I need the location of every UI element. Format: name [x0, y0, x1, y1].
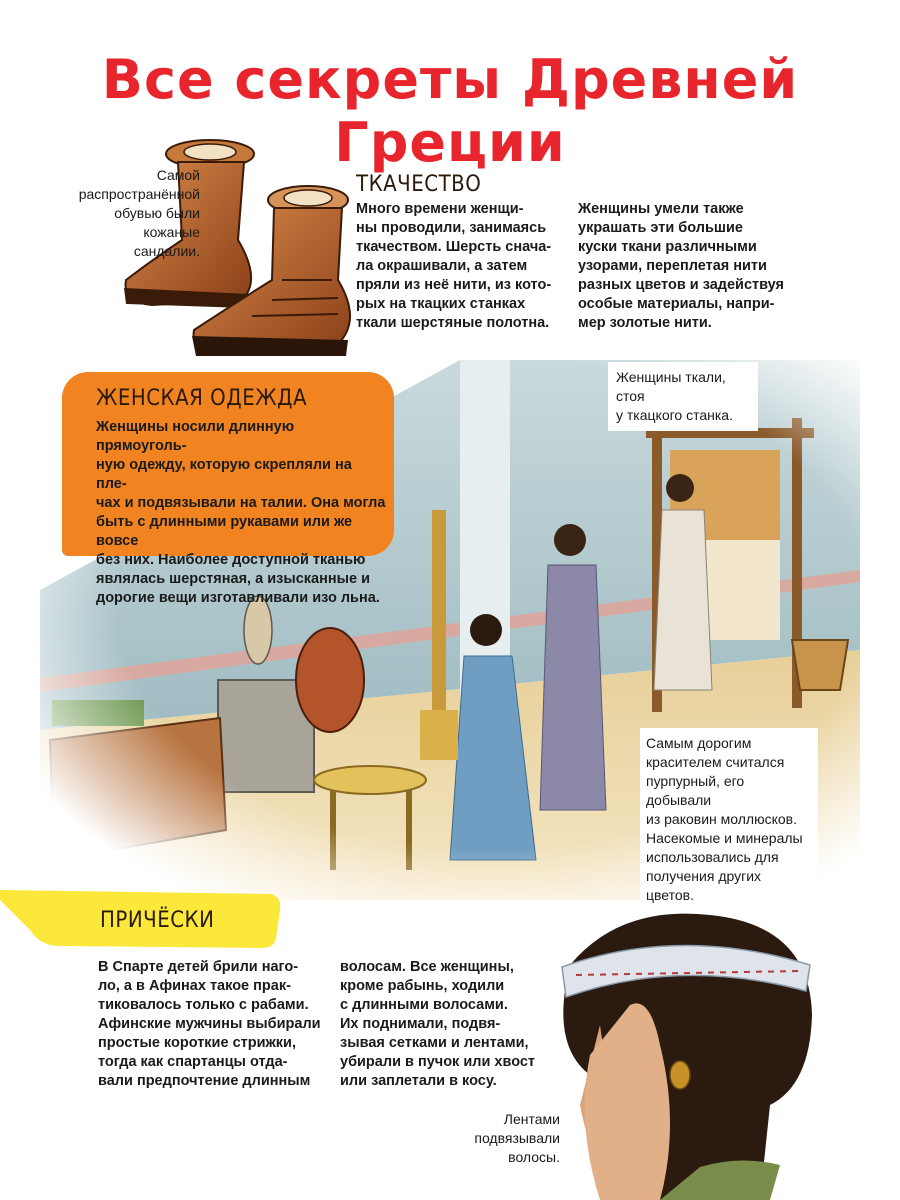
clothing-panel	[62, 372, 394, 606]
sandals-caption: Самой распространённой обувью были кожаные сандалии.	[78, 167, 200, 259]
clothing-text: Женщины носили длинную прямоуголь- ную одежду, которую скрепляли на пле- чах и подвязывали на талии. Она могла быть с длинными рукавами или же вовсе без них. Наиболее доступной тканью являлась шерстяная, а изысканные и дорогие вещи изготавливали изо льна.	[96, 419, 386, 606]
clothing-heading: ЖЕНСКАЯ ОДЕЖДА	[96, 386, 308, 411]
ribbon-caption: Лентами подвязывали волосы.	[474, 1111, 560, 1165]
loom-caption: Женщины ткали, стоя у ткацкого станка.	[608, 362, 758, 431]
page-title: Все секреты Древней Греции	[101, 48, 799, 174]
weaving-text-col1: Много времени женщи- ны проводили, занимаясь ткачеством. Шерсть снача- ла окрашивали, а затем пряли из неё нити, из кото- рых на ткацких станках ткали шерстяные полотна.	[356, 201, 552, 331]
weaving-text-col2: Женщины умели также украшать эти большие куски ткани различными узорами, переплетая нити разных цветов и задействуя особые материалы, напри- мер золотые нити.	[578, 201, 785, 331]
hairstyles-heading: ПРИЧЁСКИ	[100, 908, 215, 933]
weaving-heading: ТКАЧЕСТВО	[356, 172, 482, 197]
dye-caption: Самым дорогим красителем считался пурпурный, его добывали из раковин моллюсков. Насекомые и минералы использовались для получения других цветов.	[640, 728, 818, 911]
hairstyles-text-col2: волосам. Все женщины, кроме рабынь, ходили с длинными волосами. Их поднимали, подвя- зывая сетками и лентами, убирали в пучок или хвост или заплетали в косу.	[340, 959, 536, 1089]
hairstyles-text-col1: В Спарте детей брили наго- ло, а в Афинах такое прак- тиковалось только с рабами. Афинские мужчины выбирали простые короткие стрижки, тогда как спартанцы отда- вали предпочтение длинным	[98, 959, 321, 1089]
